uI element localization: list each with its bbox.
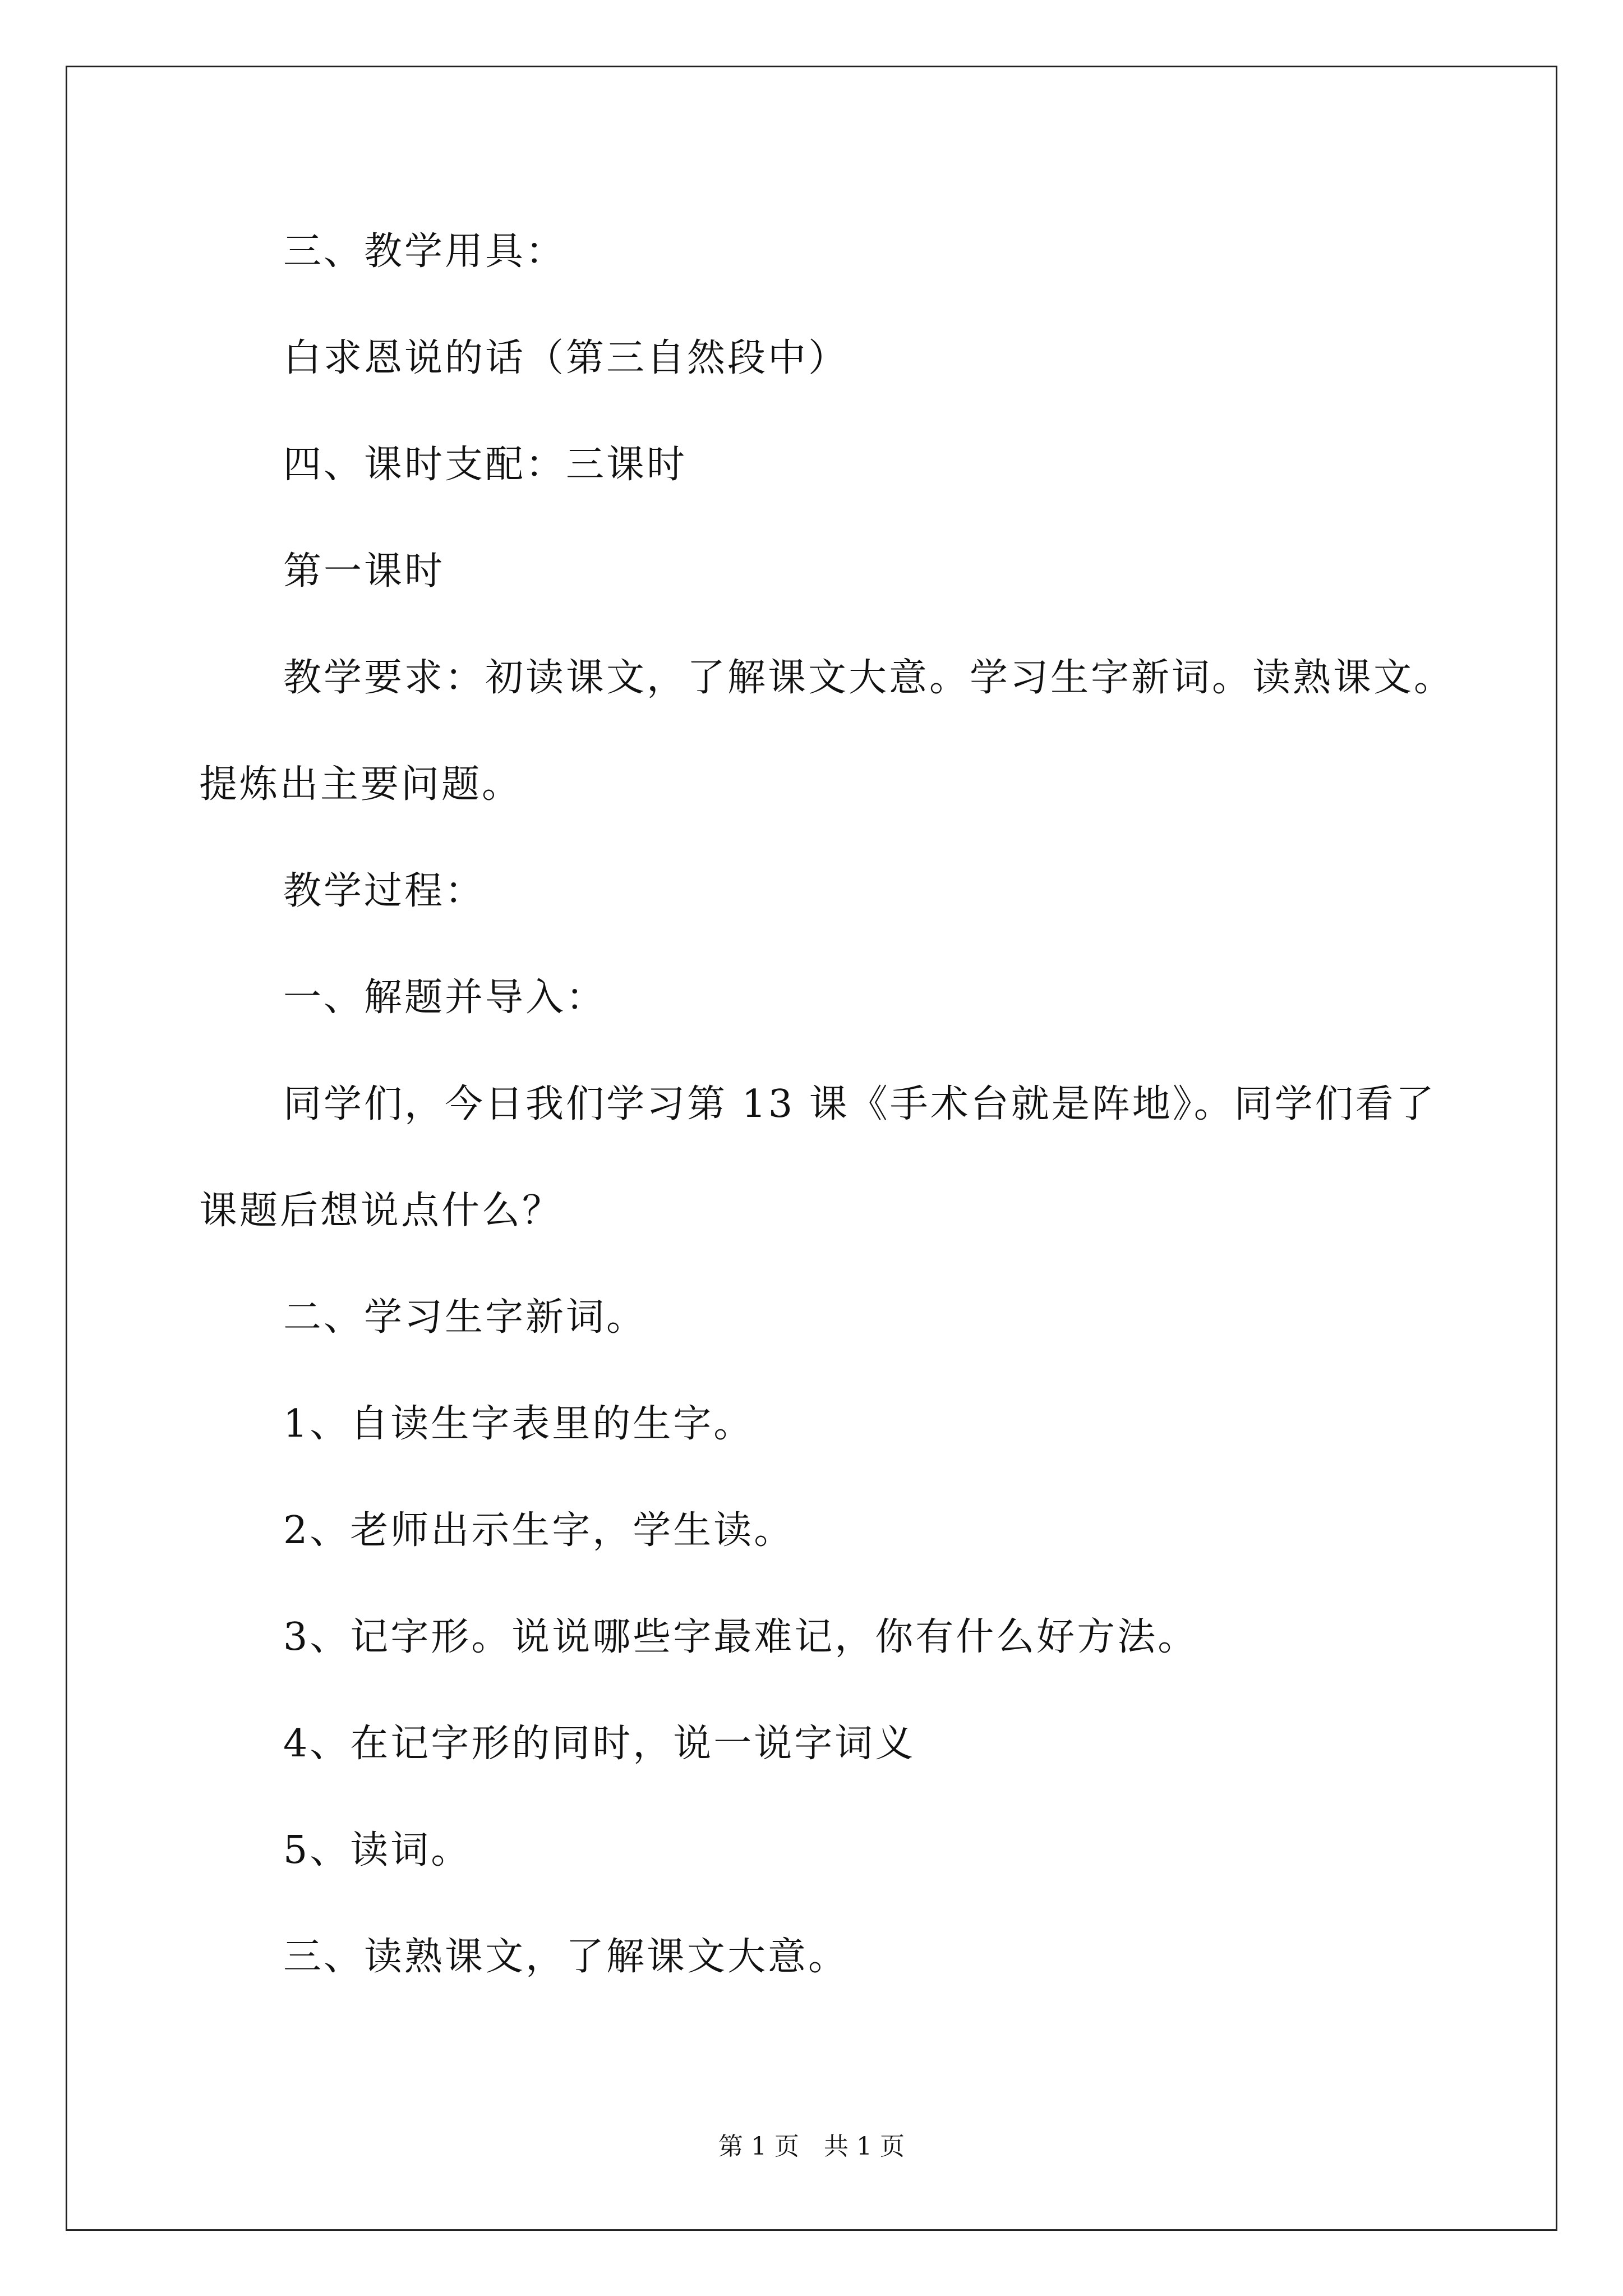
paragraph-continuation: 提炼出主要问题。 (199, 762, 523, 807)
paragraph-line: 教学要求：初读课文，了解课文大意。学习生字新词。读熟课文。 (283, 656, 1455, 700)
section-heading-new-words: 二、学习生字新词。 (283, 1295, 647, 1340)
subheading-first-lesson: 第一课时 (283, 549, 445, 593)
section-heading-intro: 一、解题并导入： (283, 976, 607, 1020)
list-item: 2、老师出示生字，学生读。 (283, 1508, 795, 1553)
list-item: 5、读词。 (283, 1828, 472, 1872)
section-heading-teaching-tools: 三、教学用具： (283, 229, 566, 274)
page-border (66, 66, 1557, 2231)
section-heading-class-hours: 四、课时支配：三课时 (283, 443, 688, 487)
section-heading-read-text: 三、读熟课文，了解课文大意。 (283, 1935, 849, 1979)
list-item: 4、在记字形的同时，说一说字词义 (283, 1722, 916, 1766)
list-item: 3、记字形。说说哪些字最难记，你有什么好方法。 (283, 1615, 1198, 1659)
page-footer: 第 1 页 共 1 页 (718, 2132, 905, 2161)
paragraph-line: 白求恩说的话（第三自然段中） (283, 336, 849, 380)
subheading-teaching-process: 教学过程： (283, 869, 486, 913)
list-item: 1、自读生字表里的生字。 (283, 1402, 754, 1446)
paragraph-line: 同学们，今日我们学习第 13 课《手术台就是阵地》。同学们看了 (283, 1082, 1436, 1126)
paragraph-continuation: 课题后想说点什么？ (199, 1189, 563, 1233)
